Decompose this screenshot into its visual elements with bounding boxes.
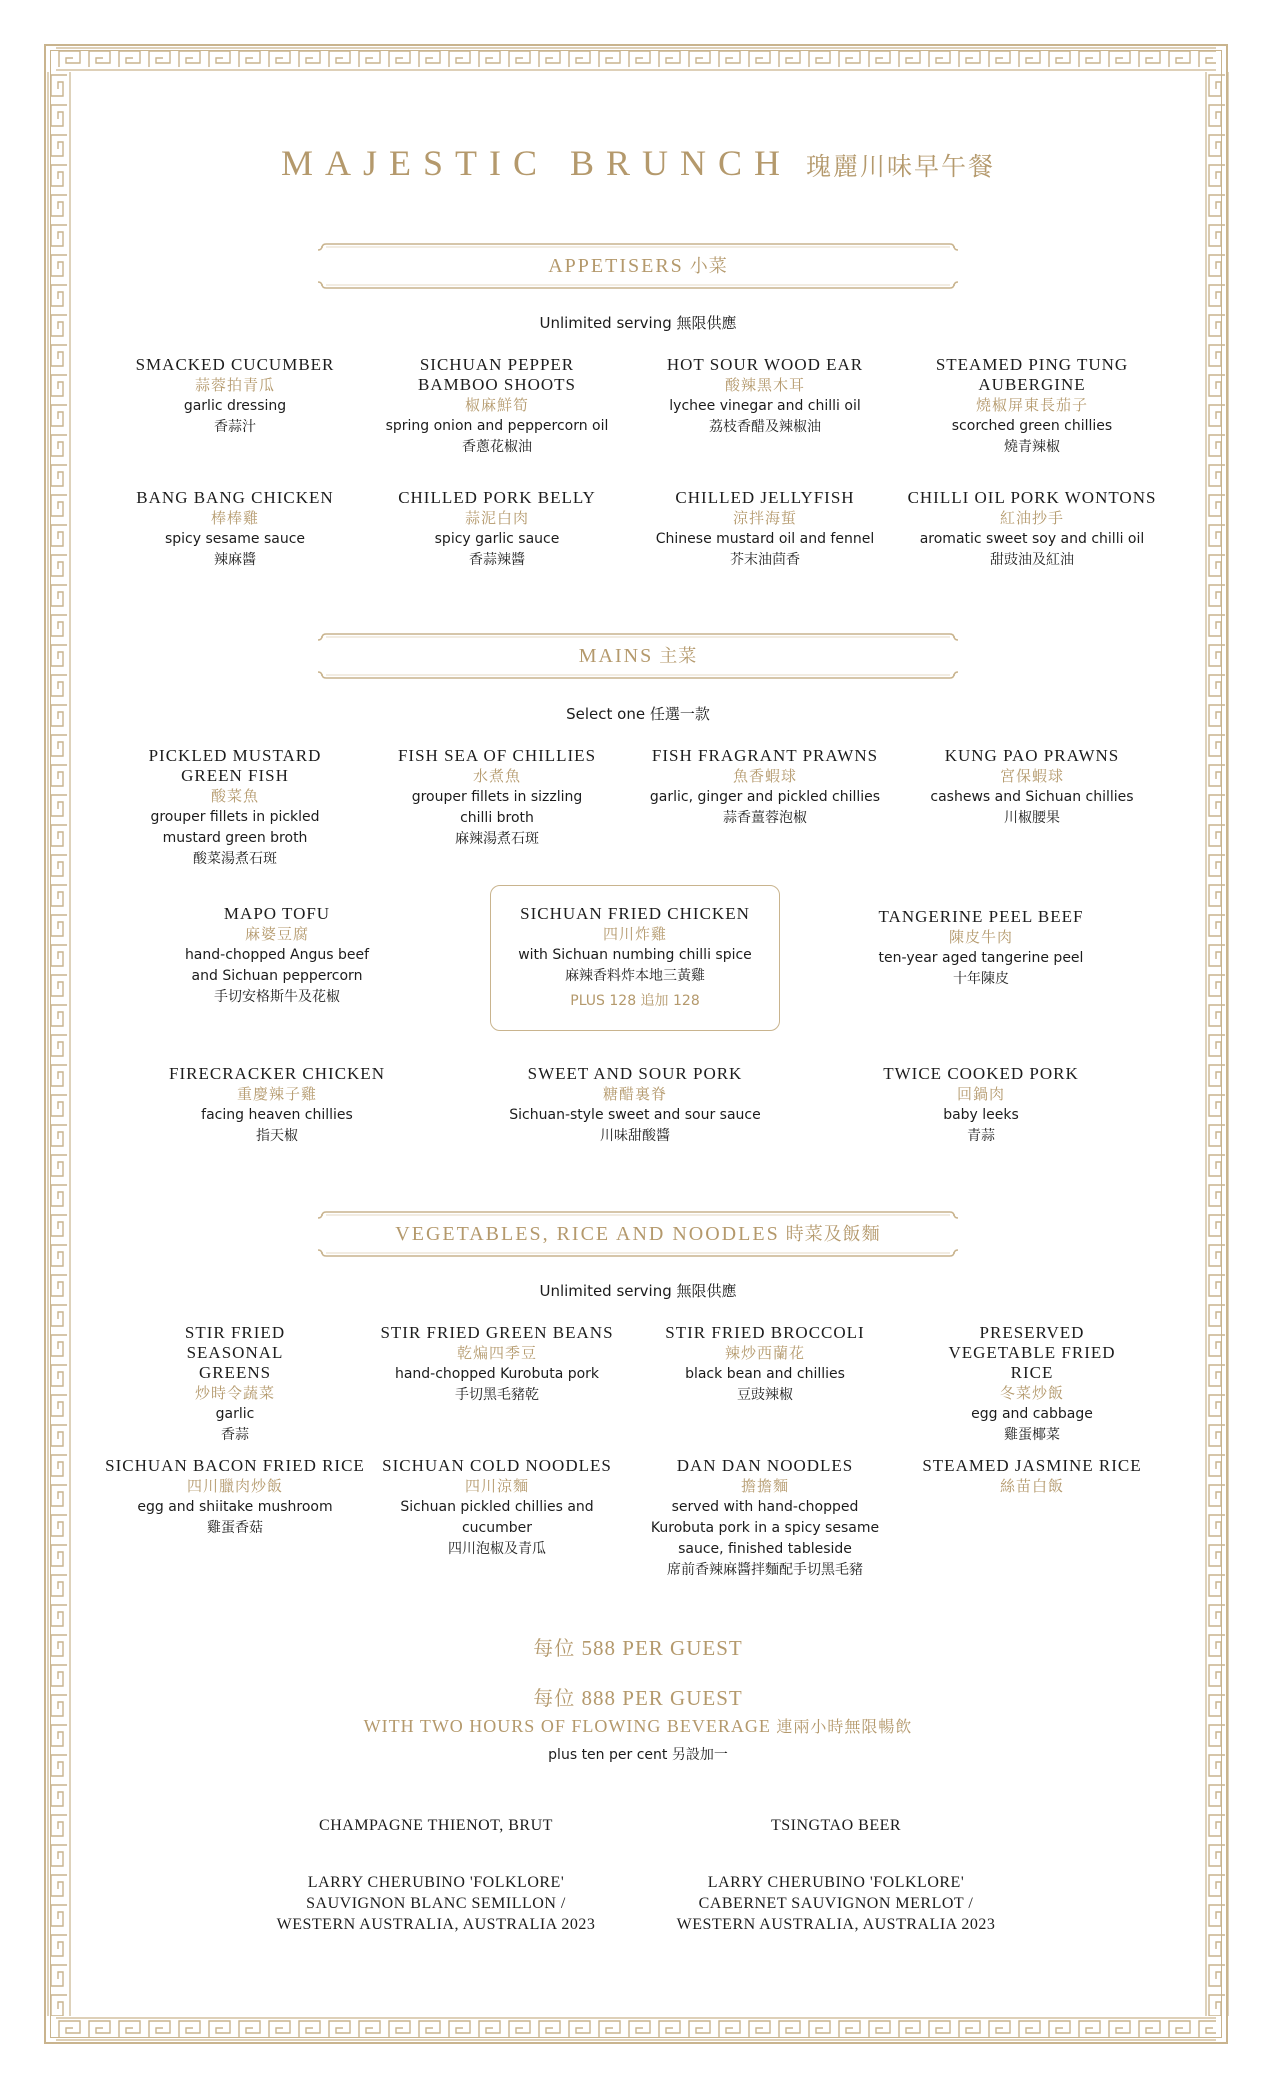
item-desc-zh: 香蒜辣醬: [469, 552, 525, 568]
menu-title: [0, 142, 1276, 184]
item-name-zh: 椒麻鮮筍: [464, 396, 529, 414]
section-banner-mains: [316, 630, 960, 682]
item-name-zh: 陳皮牛肉: [948, 928, 1013, 946]
item-name: SICHUAN BACON FRIED RICE: [105, 1456, 365, 1475]
item-name-zh: 四川臘肉炒飯: [186, 1477, 283, 1495]
item-desc-zh: 香蒜汁: [214, 419, 256, 435]
item-name-zh: 蒜泥白肉: [464, 509, 529, 527]
item-name: SMACKED CUCUMBER: [135, 355, 335, 374]
item-name-zh: 乾煸四季豆: [456, 1344, 537, 1362]
menu-item: [142, 904, 412, 1007]
item-name: DAN DAN NOODLES: [676, 1456, 854, 1475]
item-name: STEAMED JASMINE RICE: [922, 1456, 1142, 1475]
menu-item: [100, 488, 370, 570]
vegetables-note: Unlimited serving 無限供應: [539, 1282, 737, 1300]
item-desc: egg and cabbage: [971, 1406, 1093, 1422]
menu-item: [90, 1456, 380, 1538]
item-desc-zh: 青蒜: [967, 1128, 995, 1144]
drink-line: WESTERN AUSTRALIA, AUSTRALIA 2023: [276, 1916, 596, 1933]
mains-note: Select one 任選一款: [566, 705, 710, 723]
menu-item: [100, 1323, 370, 1445]
price-beverage-zh: 每位: [533, 1686, 576, 1710]
item-name-zh: 魚香蝦球: [732, 767, 797, 785]
menu-item: [630, 1323, 900, 1405]
item-name-zh: 四川涼麵: [464, 1477, 529, 1495]
item-name-zh: 燒椒屏東長茄子: [975, 396, 1088, 414]
section-banner-vegetables: [316, 1208, 960, 1260]
drink-item: [236, 1872, 636, 1935]
item-name: CHILLI OIL PORK WONTONS: [907, 488, 1157, 507]
item-desc: garlic, ginger and pickled chillies: [649, 789, 881, 805]
price-standard: [0, 1632, 1276, 1661]
item-desc-zh: 麻辣香料炸本地三黃雞: [565, 968, 705, 984]
price-standard-zh: 每位: [533, 1636, 576, 1660]
menu-title-en: MAJESTIC BRUNCH: [280, 143, 793, 183]
item-name-zh: 涼拌海蜇: [732, 509, 797, 527]
item-name-zh: 紅油抄手: [999, 509, 1064, 527]
menu-item: [846, 1064, 1116, 1146]
item-desc: with Sichuan numbing chilli spice: [518, 947, 752, 963]
item-desc-zh: 辣麻醬: [214, 552, 256, 568]
item-name-zh: 回鍋肉: [956, 1085, 1005, 1103]
menu-item: [630, 1456, 900, 1580]
item-name: PICKLED MUSTARD GREEN FISH: [148, 746, 322, 785]
item-name: STIR FRIED GREEN BEANS: [380, 1323, 614, 1342]
item-desc: garlic dressing: [183, 398, 287, 414]
item-desc-zh: 蒜香薑蓉泡椒: [723, 810, 807, 826]
appetisers-heading-zh: 小菜: [689, 256, 728, 277]
item-name: SWEET AND SOUR PORK: [527, 1064, 743, 1083]
item-desc: black bean and chillies: [685, 1366, 845, 1382]
item-name: FIRECRACKER CHICKEN: [169, 1064, 385, 1083]
item-name: SICHUAN COLD NOODLES: [382, 1456, 612, 1475]
drink-item: [236, 1815, 636, 1836]
item-desc-zh: 燒青辣椒: [1004, 439, 1060, 455]
item-name-zh: 絲苗白飯: [999, 1477, 1064, 1495]
item-desc: served with hand-chopped Kurobuta pork in a spicy sesame sauce, finished tableside: [650, 1499, 880, 1557]
menu-item: [897, 355, 1167, 457]
item-name-zh: 辣炒西蘭花: [724, 1344, 805, 1362]
item-name: SICHUAN FRIED CHICKEN: [520, 904, 750, 923]
item-name-zh: 酸辣黑木耳: [724, 376, 805, 394]
drink-line: CABERNET SAUVIGNON MERLOT /: [698, 1895, 974, 1912]
item-desc-zh: 香蒜: [221, 1427, 249, 1443]
item-desc-zh: 川味甜酸醬: [600, 1128, 670, 1144]
vegetables-heading-en: VEGETABLES, RICE AND NOODLES: [395, 1223, 780, 1245]
drink-item: [636, 1815, 1036, 1836]
menu-title-zh: 瑰麗川味早午餐: [806, 152, 996, 181]
item-name: MAPO TOFU: [223, 904, 331, 923]
item-name: STEAMED PING TUNG AUBERGINE: [935, 355, 1129, 394]
menu-item: [362, 1456, 632, 1559]
item-desc: facing heaven chillies: [201, 1107, 353, 1123]
menu-item: [100, 746, 370, 869]
item-name: TANGERINE PEEL BEEF: [878, 907, 1084, 926]
item-name: SICHUAN PEPPER BAMBOO SHOOTS: [418, 355, 576, 394]
mains-heading-en: MAINS: [578, 645, 654, 667]
item-desc: grouper fillets in pickled mustard green broth: [150, 809, 320, 846]
service-charge-note: plus ten per cent 另設加一: [548, 1747, 728, 1763]
item-desc: scorched green chillies: [951, 418, 1113, 434]
item-desc-zh: 指天椒: [256, 1128, 298, 1144]
item-desc: hand-chopped Angus beef and Sichuan peppercorn: [184, 947, 370, 984]
item-desc: ten-year aged tangerine peel: [878, 950, 1084, 966]
item-name-zh: 炒時令蔬菜: [194, 1384, 275, 1402]
item-desc-zh: 雞蛋香菇: [207, 1520, 263, 1536]
item-desc-zh: 四川泡椒及青瓜: [448, 1541, 546, 1557]
item-desc-zh: 荔枝香醋及辣椒油: [709, 419, 821, 435]
item-desc-zh: 麻辣湯煮石斑: [455, 831, 539, 847]
drink-line: SAUVIGNON BLANC SEMILLON /: [306, 1895, 566, 1912]
item-desc-zh: 豆豉辣椒: [737, 1387, 793, 1403]
item-name-zh: 宮保蝦球: [999, 767, 1064, 785]
menu-item: [897, 746, 1167, 828]
drink-line: TSINGTAO BEER: [770, 1817, 902, 1834]
item-desc-zh: 芥末油茴香: [730, 552, 800, 568]
mains-heading-zh: 主菜: [659, 646, 698, 667]
item-name: STIR FRIED BROCCOLI: [665, 1323, 865, 1342]
featured-menu-item: [490, 904, 780, 1014]
menu-item: [846, 907, 1116, 989]
item-name-zh: 糖醋裏脊: [602, 1085, 667, 1103]
item-desc-zh: 席前香辣麻醬拌麵配手切黑毛豬: [667, 1562, 863, 1578]
item-desc-zh: 香蔥花椒油: [462, 439, 532, 455]
item-desc: grouper fillets in sizzling chilli broth: [411, 789, 583, 826]
appetisers-note: Unlimited serving 無限供應: [539, 314, 737, 332]
item-name-zh: 水煮魚: [472, 767, 521, 785]
item-name: PRESERVED VEGETABLE FRIED RICE: [948, 1323, 1116, 1382]
drink-line: CHAMPAGNE THIENOT, BRUT: [319, 1817, 553, 1834]
menu-item: [897, 488, 1167, 570]
item-name: FISH FRAGRANT PRAWNS: [651, 746, 879, 765]
menu-item: [362, 488, 632, 570]
item-name: STIR FRIED SEASONAL GREENS: [184, 1323, 286, 1382]
menu-frame-inner: [50, 50, 1222, 2038]
menu-item: [490, 1064, 780, 1146]
drink-item: [636, 1872, 1036, 1935]
vegetables-heading-zh: 時菜及飯麵: [785, 1224, 881, 1245]
menu-item: [362, 355, 632, 457]
menu-item: [630, 746, 900, 828]
item-name: KUNG PAO PRAWNS: [944, 746, 1120, 765]
menu-item: [362, 746, 632, 849]
item-desc: spring onion and peppercorn oil: [385, 418, 609, 434]
menu-item: [897, 1323, 1167, 1445]
item-desc-zh: 酸菜湯煮石斑: [193, 851, 277, 867]
item-name-zh: 棒棒雞: [210, 509, 259, 527]
item-desc: lychee vinegar and chilli oil: [669, 398, 861, 414]
drink-line: LARRY CHERUBINO 'FOLKLORE': [707, 1874, 965, 1891]
item-desc: aromatic sweet soy and chilli oil: [919, 531, 1145, 547]
menu-item: [630, 488, 900, 570]
drink-line: WESTERN AUSTRALIA, AUSTRALIA 2023: [676, 1916, 996, 1933]
item-name-zh: 冬菜炒飯: [999, 1384, 1064, 1402]
item-desc: Chinese mustard oil and fennel: [655, 531, 875, 547]
item-name-zh: 麻婆豆腐: [244, 925, 309, 943]
price-beverage: [0, 1682, 1276, 1711]
menu-item: [630, 355, 900, 437]
item-desc: baby leeks: [943, 1107, 1019, 1123]
item-name-zh: 四川炸雞: [602, 925, 667, 943]
item-desc: spicy garlic sauce: [434, 531, 560, 547]
greek-key-border-top: [56, 46, 1216, 72]
item-name-zh: 蒜蓉拍青瓜: [194, 376, 275, 394]
item-desc-zh: 手切安格斯牛及花椒: [214, 989, 340, 1005]
beverage-note-en: WITH TWO HOURS OF FLOWING BEVERAGE: [363, 1716, 771, 1736]
item-desc-zh: 雞蛋椰菜: [1004, 1427, 1060, 1443]
item-name: HOT SOUR WOOD EAR: [666, 355, 864, 374]
drink-line: LARRY CHERUBINO 'FOLKLORE': [307, 1874, 565, 1891]
item-name-zh: 重慶辣子雞: [236, 1085, 317, 1103]
item-name: TWICE COOKED PORK: [883, 1064, 1079, 1083]
item-name: CHILLED PORK BELLY: [398, 488, 596, 507]
item-name-zh: 擔擔麵: [740, 1477, 789, 1495]
item-desc-zh: 手切黑毛豬乾: [455, 1387, 539, 1403]
item-desc: Sichuan-style sweet and sour sauce: [509, 1107, 761, 1123]
item-desc-zh: 十年陳皮: [953, 971, 1009, 987]
item-desc: cashews and Sichuan chillies: [930, 789, 1134, 805]
item-desc: egg and shiitake mushroom: [137, 1499, 333, 1515]
item-name: CHILLED JELLYFISH: [675, 488, 855, 507]
item-desc: spicy sesame sauce: [164, 531, 306, 547]
item-desc: hand-chopped Kurobuta pork: [394, 1366, 600, 1382]
item-desc-zh: 川椒腰果: [1004, 810, 1060, 826]
item-desc: garlic: [215, 1406, 255, 1422]
menu-item: [362, 1323, 632, 1405]
item-name: FISH SEA OF CHILLIES: [397, 746, 597, 765]
supplement-price: PLUS 128 追加 128: [570, 993, 700, 1009]
menu-item: [100, 355, 370, 437]
appetisers-heading-en: APPETISERS: [548, 255, 684, 277]
menu-item: [142, 1064, 412, 1146]
item-desc: Sichuan pickled chillies and cucumber: [400, 1499, 594, 1536]
price-standard-en: 588 PER GUEST: [581, 1636, 743, 1660]
menu-item: [897, 1456, 1167, 1497]
greek-key-border-bottom: [56, 2016, 1216, 2042]
item-desc-zh: 甜豉油及紅油: [990, 552, 1074, 568]
item-name: BANG BANG CHICKEN: [136, 488, 334, 507]
price-beverage-en: 888 PER GUEST: [581, 1686, 743, 1710]
beverage-note: [0, 1714, 1276, 1737]
beverage-note-zh: 連兩小時無限暢飲: [776, 1717, 913, 1736]
section-banner-appetisers: [316, 240, 960, 292]
item-name-zh: 酸菜魚: [210, 787, 259, 805]
